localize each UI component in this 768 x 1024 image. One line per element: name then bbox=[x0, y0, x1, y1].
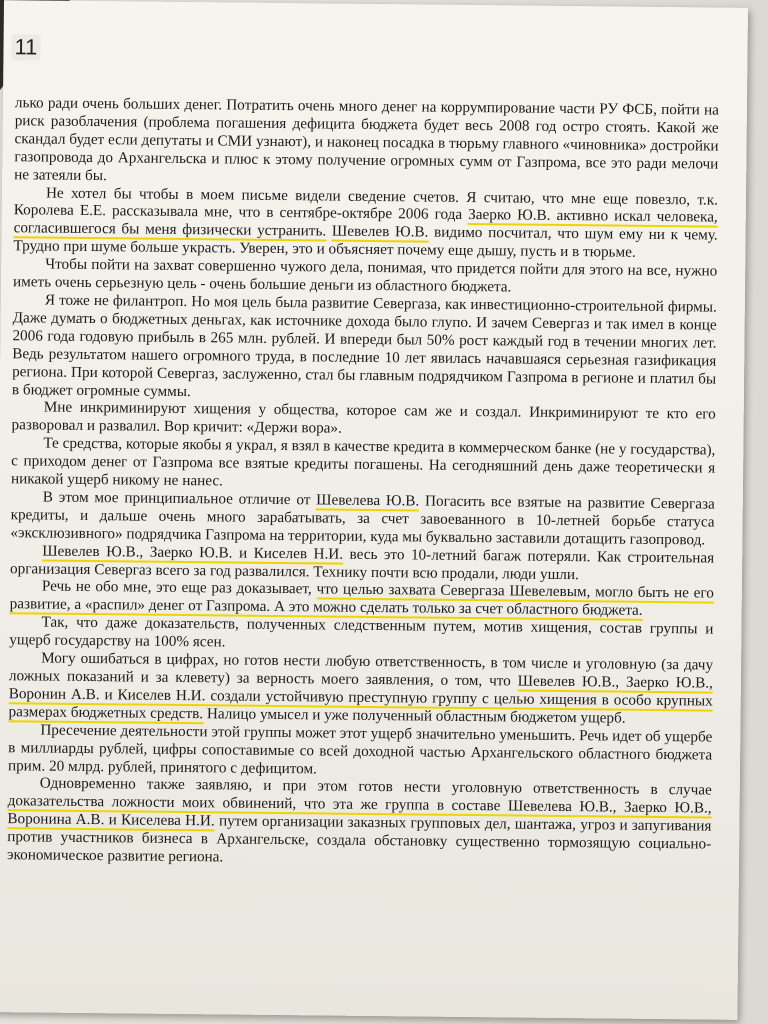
text-segment: Речь не обо мне, это еще раз доказывает, bbox=[41, 578, 317, 598]
text-segment: лько ради очень больших денег. Потратить очень много денег на коррумпирование части РУ ФСБ, пойти на риск разоблачения (проблема погашения дефицита бюджета будет весь 2008 год остро стоять. Какой же скандал будет если депутаты и СМИ узнают), и наконец посадка в тюрьму главного «чиновника» достройки газопровода до Архангельска и плюс к этому получение огромных сумм от Газпрома, все это ради мелочи не затеяли бы. bbox=[14, 94, 719, 184]
page-number: 11 bbox=[11, 34, 40, 60]
underlined-text: Шевелева Ю.В. bbox=[316, 491, 420, 510]
paragraph-p2 bbox=[13, 184, 718, 263]
text-segment: Я тоже не филантроп. Но моя цель была развитие Севергаза, как инвестиционно-строительной фирмы. Даже думать о бюджетных деньгах, как источнике дохода было глупо. И зачем Севергаз и так имел в конце 2006 года годовую прибыль в 265 млн. рублей. И впереди был 50% рост каждый год в течении многих лет. Ведь результатом нашего огромного труда, в последние 10 лет явилась начавшаяся серьезная газификация региона. При которой Севергаз, заслуженно, стал бы главным подрядчиком Газпрома в регионе и платил бы в бюджет огромные суммы. bbox=[11, 291, 717, 400]
text-segment: Могу ошибаться в цифрах, но готов нести любую ответственность, в том числе и уголовную (за дачу ложных показаний и за клевету) за верность моего заявления, о том, что bbox=[8, 649, 714, 690]
underlined-text: что целью захвата Севергаза Шевелевым, могло быть не его развитие, а «распил» денег от Газпрома. А это можно сделать только за счет областного бюджета. bbox=[9, 580, 714, 620]
underlined-text: Заерко Ю.В. активно искал человека, согласившегося бы меня физически устранить. bbox=[13, 206, 718, 240]
text-segment: Мне инкриминируют хищения у общества, которое сам же и создал. Инкриминируют те кто его разворовал и развалил. Вор кричит: «Держи вора». bbox=[11, 398, 716, 437]
text-segment: Одновременно также заявляю, и при этом готов нести уголовную ответственность в случае bbox=[39, 774, 712, 799]
text-segment: Так, что даже доказательств, полученных следственным путем, мотив хищения, состав группы и ущерб государству на 100% ясен. bbox=[9, 613, 714, 651]
paragraph-p13 bbox=[7, 775, 712, 872]
text-segment: видимо посчитал, что шум ему ни к чему. Трудно при шуме больше украсть. Уверен, это и объясняет почему еще дышу, пусть и в тюрьме. bbox=[13, 223, 718, 261]
underlined-text: Шевелев Ю.В., Заерко Ю.В., Воронин А.В. и Киселев Н.И. создали устойчивую преступную группу с целью хищения в особо крупных размерах бюджетных средств. bbox=[8, 672, 713, 723]
paragraph-p1 bbox=[14, 94, 719, 191]
letter-body bbox=[7, 94, 719, 871]
paragraph-p7 bbox=[10, 488, 715, 549]
underlined-text: доказательства ложности моих обвинений, что эта же группа в составе Шевелева Ю.В., Заерко Ю.В., Воронина А.В. и Киселева Н.И. bbox=[7, 792, 712, 830]
text-segment: весь это 10-летний багаж потеряли. Как строительная организация Севергаз всего за год развалился. Технику почти всю продали, люди ушли. bbox=[9, 545, 715, 583]
text-segment: В этом мое принципиальное отличие от bbox=[42, 488, 317, 509]
text-segment: Те средства, которые якобы я украл, я взял в качестве кредита в коммерческом банке (не у государства), с приходом денег от Газпрома все взятые кредиты погашены. На сегодняшний день даже теоретически я никакой ущерб никому не нанес. bbox=[10, 434, 716, 490]
underlined-text: Шевелев Ю.В. bbox=[331, 222, 429, 241]
text-segment: путем организации заказных групповых дел, шантажа, угроз и запугивания против участников бизнеса в Архангельске, создала обстановку существенно тормозящую социально-экономическое развитие региона. bbox=[6, 812, 712, 866]
paragraph-p6 bbox=[11, 434, 716, 495]
paragraph-p4 bbox=[12, 291, 717, 406]
text-segment: Не хотел бы чтобы в моем письме видели сведение счетов. Я считаю, что мне еще повезло, т.к. Королева Е.Е. рассказывала мне, что в сентябре-октябре 2006 года bbox=[13, 184, 719, 224]
paragraph-p11 bbox=[8, 649, 713, 728]
text-segment: Погасить все взятые на развитие Севергаза кредиты, и дальше очень много зарабатывать, за счет завоеванного в 10-летней борьбе статуса «эксклюзивного» подрядчика Газпрома на территории, куда мы буквально заставили дотащить газопровод. bbox=[10, 492, 715, 549]
text-segment: Налицо умысел и уже полученный областным бюджетом ущерб. bbox=[203, 705, 626, 727]
text-segment: Чтобы пойти на захват совершенно чужого дела, понимая, что придется пойти для этого на все, нужно иметь очень серьезную цель - очень большие деньги из областного бюджета. bbox=[12, 255, 718, 296]
underlined-text: Шевелев Ю.В., Заерко Ю.В. и Киселев Н.И. bbox=[42, 542, 344, 563]
paragraph-p12 bbox=[8, 721, 713, 782]
text-segment: Пресечение деятельности этой группы может этот ущерб значительно уменьшить. Речь идет об ущербе в миллиарды рублей, цифры сопоставимые со всей доходной частью Архангельского областного бюджета прим. 20 млрд. рублей, принятого с дефицитом. bbox=[7, 721, 713, 777]
